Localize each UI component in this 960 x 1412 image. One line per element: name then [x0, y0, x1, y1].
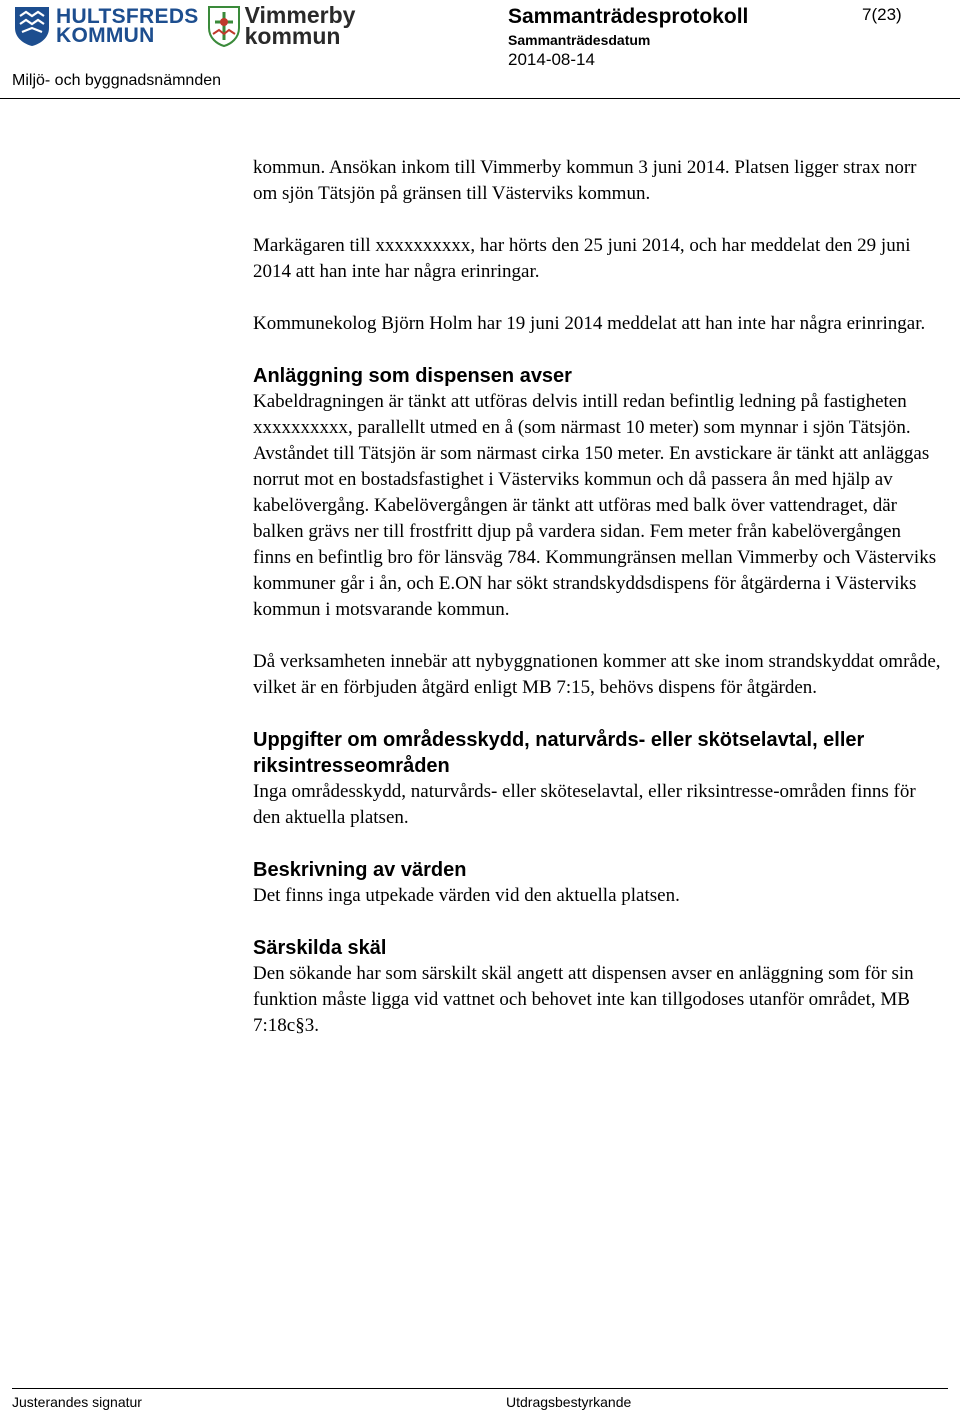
- vimmerby-crest-icon: [207, 4, 241, 48]
- section-heading: Särskilda skäl: [253, 937, 387, 959]
- hultsfred-crest-icon: [12, 4, 52, 48]
- meeting-date-value: 2014-08-14: [508, 50, 595, 69]
- hultsfred-logo-line1: HULTSFREDS: [56, 4, 199, 28]
- document-title: Sammanträdesprotokoll: [508, 5, 749, 28]
- paragraph: Kommunekolog Björn Holm har 19 juni 2014 meddelat att han inte har några erinringar.: [253, 313, 926, 334]
- signature-label: Justerandes signatur: [12, 1394, 142, 1410]
- footer-divider: [12, 1388, 948, 1389]
- section-heading: Beskrivning av värden: [253, 859, 467, 881]
- paragraph: Markägaren till xxxxxxxxxx, har hörts den 25 juni 2014, och har meddelat den 29 juni 2014 att han inte har några erinringar.: [253, 235, 911, 282]
- paragraph: Kabeldragningen är tänkt att utföras delvis intill redan befintlig ledning på fastigheten xxxxxxxxxx, parallellt utmed en å (som närmast 10 meter) som mynnar i sjön Tätsjön. Avståndet till Tätsjön är som närmast cirka 150 meter. En avstickare är tänkt att anläggas norrut mot en bostadsfastighet i Västerviks kommun och då passera ån med hjälp av kabelövergång. Kabelövergången är tänkt att utföras med balk över vattendraget, där balken grävs ner till frostfritt djup på vardera sidan. Fem meter från kabelövergången finns en befintlig bro för länsväg 784. Kommungränsen mellan Vimmerby och Västerviks kommuner går i ån, och E.ON har sökt strandskyddsdispens för åtgärderna i Västerviks kommun i motsvarande kommun.: [253, 391, 937, 620]
- paragraph: Det finns inga utpekade värden vid den aktuella platsen.: [253, 885, 680, 906]
- vimmerby-logo-line2: kommun: [244, 23, 341, 49]
- paragraph: Den sökande har som särskilt skäl angett att dispensen avser en anläggning som för sin funktion måste ligga vid vattnet och behovet inte kan tillgodoses utanför området, MB 7:18c§3.: [253, 963, 914, 1036]
- section-heading: Anläggning som dispensen avser: [253, 365, 572, 387]
- paragraph: Då verksamheten innebär att nybyggnationen kommer att ske inom strandskyddat område, vilket är en förbjuden åtgärd enligt MB 7:15, behövs dispens för åtgärden.: [253, 651, 941, 698]
- vimmerby-logo: [207, 1, 356, 49]
- section-heading: Uppgifter om områdesskydd, naturvårds- eller skötselavtal, eller riksintresseområden: [253, 729, 865, 777]
- meeting-date-label: Sammanträdesdatum: [508, 32, 651, 48]
- hultsfred-logo: [12, 4, 199, 48]
- document-body: [253, 155, 943, 1039]
- certification-label: Utdragsbestyrkande: [506, 1394, 632, 1410]
- header-divider: [0, 98, 960, 99]
- vimmerby-logo-line1: Vimmerby: [244, 1, 356, 28]
- paragraph: Inga områdesskydd, naturvårds- eller sköteselavtal, eller riksintresse-områden finns för den aktuella platsen.: [253, 781, 916, 828]
- board-name: Miljö- och byggnadsnämnden: [12, 72, 222, 89]
- hultsfred-logo-line2: KOMMUN: [56, 24, 155, 47]
- paragraph: kommun. Ansökan inkom till Vimmerby kommun 3 juni 2014. Platsen ligger strax norr om sjön Tätsjön på gränsen till Västerviks kommun.: [253, 157, 917, 204]
- page-number: 7(23): [862, 5, 902, 24]
- logos: [12, 1, 356, 49]
